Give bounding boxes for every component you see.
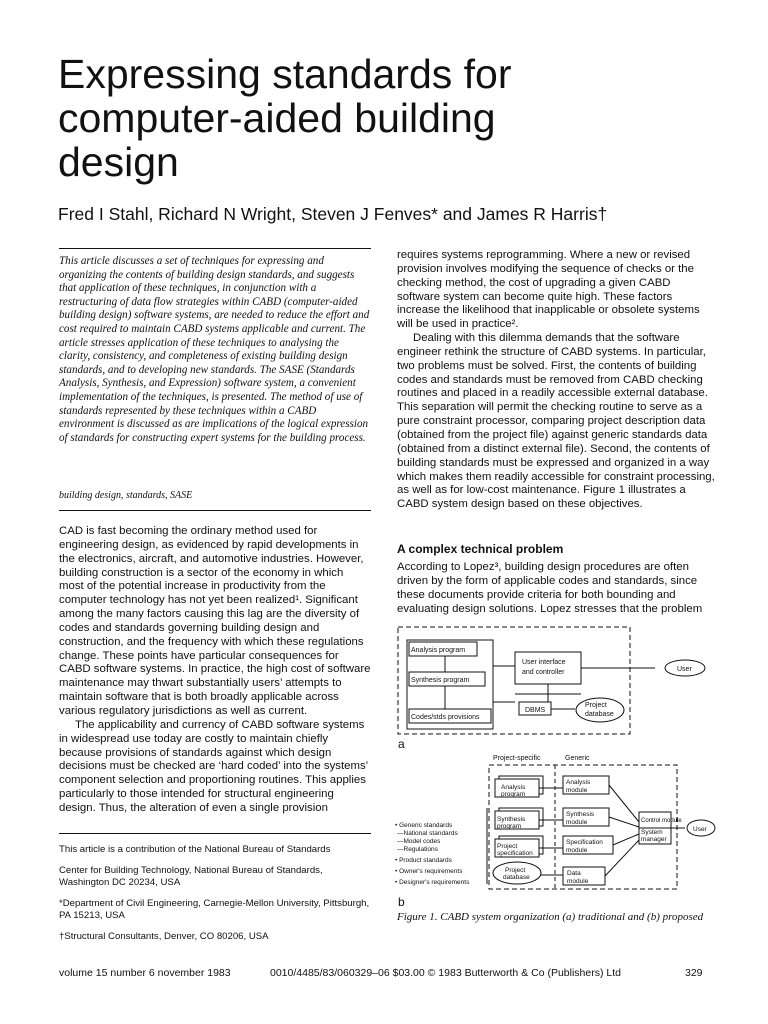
- body-paragraph: Dealing with this dilemma demands that the software engineer rethink the structure of CABD systems. In particular, two problems must be solved. First, the contents of building codes and standards must be removed from CABD checking routines and placed in a readily accessible external database. This separation will permit the checking routine to serve as a pure constraint processor, comparing project description data (obtained from the project file) against generic standards data (obtained from a distinct external file). Second, the contents of building standards must be expressed and organized in a way which makes them readily accessible for constraint processing, as well as for low-cost maintenance. Figure 1 illustrates a CABD system design based on these objectives.: [397, 332, 715, 511]
- body-paragraph: The applicability and currency of CABD software systems in widespread use today are costly to maintain chiefly because provisions of standards against which design decisions must be checked are ‘hard coded’ into the systems’ component selection and proportioning routines. This applies particularly to those intended for structural engineering design. Thus, the alteration of even a single provision: [59, 718, 368, 814]
- body-paragraph: requires systems reprogramming. Where a new or revised provision involves modifying the sequence of checks or the checking method, the cost of upgrading a given CABD software system can become quite high. These factors increase the likelihood that inapplicable or obsolete systems will be used in practice².: [397, 249, 700, 331]
- figure-b-legend: [395, 822, 470, 886]
- user-label-b: User: [693, 826, 707, 833]
- left-column-body: [59, 525, 371, 816]
- title-line-2: computer-aided building: [58, 95, 496, 141]
- page-number: 329: [685, 967, 703, 979]
- section-heading: A complex technical problem: [397, 542, 564, 556]
- right-column-body: [397, 249, 715, 512]
- analysis-program-label: Analysis program: [411, 647, 466, 654]
- data-module-label-2: module: [567, 878, 589, 885]
- user-label-a: User: [677, 666, 692, 673]
- legend-item: • Owner's requirements: [395, 868, 463, 875]
- article-title: [58, 52, 718, 184]
- footer-volume: volume 15 number 6 november 1983: [59, 967, 231, 979]
- page-footer: [59, 967, 719, 980]
- codes-provisions-label: Codes/stds provisions: [411, 714, 480, 721]
- footnote-contribution: This article is a contribution of the National Bureau of Standards: [59, 844, 331, 855]
- ui-label-1: User interface: [522, 659, 566, 666]
- dbms-label: DBMS: [525, 707, 546, 714]
- legend-item: —National standards: [397, 830, 458, 837]
- body-paragraph: According to Lopez³, building design procedures are often driven by the form of applicable codes and standards, since these documents provide criteria for both bounding and evaluating design solutions. Lopez stresses that the problem: [397, 561, 703, 615]
- figure-caption: Figure 1. CABD system organization (a) traditional and (b) proposed: [397, 911, 704, 923]
- specification-module-label-2: module: [566, 847, 588, 854]
- project-db-label-1: Project: [585, 702, 607, 709]
- project-spec-label-2: specification: [497, 850, 533, 857]
- ui-label-2: and controller: [522, 669, 565, 676]
- right-column-body-continued: [397, 561, 715, 616]
- synthesis-program-b-label-2: program: [497, 823, 522, 830]
- synthesis-program-b-label-1: Synthesis: [497, 816, 526, 823]
- footnote-cmu: *Department of Civil Engineering, Carnegie-Mellon University, Pittsburgh, PA 15213, USA: [59, 898, 370, 921]
- synthesis-program-label: Synthesis program: [411, 677, 470, 684]
- synthesis-module-label-2: module: [566, 819, 588, 826]
- project-spec-label-1: Project: [497, 843, 518, 850]
- generic-heading: Generic: [565, 755, 590, 762]
- analysis-module-label-2: module: [566, 787, 588, 794]
- figure-part-b-label: b: [398, 895, 405, 909]
- footer-copyright: 0010/4485/83/060329–06 $03.00 © 1983 Butterworth & Co (Publishers) Ltd: [270, 967, 621, 979]
- title-line-3: design: [58, 139, 179, 185]
- keywords: building design, standards, SASE: [59, 490, 193, 501]
- legend-item: —Regulations: [397, 846, 438, 853]
- body-paragraph: CAD is fast becoming the ordinary method used for engineering design, as evidenced by rapid developments in the electronics, aircraft, and automotive industries. However, building construction is a sector of the economy in which most of the potential increase in productivity from the computer technology has not yet been realized¹. Significant among the many factors causing this lag are the diversity of codes and standards governing building design and construction, and the frequency with which these regulations change. These points have particular consequences for CABD software systems. In practice, the high cost of software maintenance may thwart substantially users’ attempts to maintain software that is both broadly applicable across various regulatory jurisdictions as well as current.: [59, 525, 371, 717]
- control-module-label: Control module: [641, 818, 682, 824]
- system-manager-label-2: manager: [641, 836, 667, 843]
- footnote-consultants: †Structural Consultants, Denver, CO 80206, USA: [59, 931, 269, 942]
- legend-item: —Model codes: [397, 838, 441, 845]
- analysis-module-label-1: Analysis: [566, 779, 591, 786]
- project-specific-heading: Project-specific: [493, 755, 541, 762]
- data-module-label-1: Data: [567, 870, 581, 877]
- legend-item: • Generic standards: [395, 822, 453, 829]
- footnotes: [59, 844, 371, 952]
- legend-item: • Product standards: [395, 857, 452, 864]
- synthesis-module-label-1: Synthesis: [566, 811, 595, 818]
- figure-1-diagram: [395, 622, 717, 912]
- abstract-top-rule: [59, 248, 371, 249]
- analysis-program-b-label-1: Analysis: [501, 784, 526, 791]
- abstract-bottom-rule: [59, 510, 371, 511]
- project-db-b-label-2: database: [503, 874, 530, 881]
- figure-part-a-label: a: [398, 737, 405, 751]
- abstract-text: This article discusses a set of techniques for expressing and organizing the contents of building design standards, and suggests that application of these techniques, in conjunction with a restructuring of data flow strategies within CABD (computer-aided building design) software systems, are needed to reduce the effort and cost required to maintain CABD systems applicable and current. The article stresses application of these techniques to analysing the clarity, consistency, and completeness of existing building design standards, and to developing new standards. The SASE (Standards Analysis, Synthesis, and Expression) software system, a convenient implementation of the techniques, is presented. The method of use of standards represented by these techniques within a CABD environment is discussed as are implications of the logical expression of standards for constructing expert systems for the building process.: [59, 255, 370, 444]
- analysis-program-b-label-2: program: [501, 791, 526, 798]
- title-line-1: Expressing standards for: [58, 51, 512, 97]
- system-manager-label-1: System: [641, 829, 663, 836]
- user-interface-box: [515, 652, 581, 684]
- specification-module-label-1: Specification: [566, 839, 603, 846]
- legend-item: • Designer's requirements: [395, 879, 470, 886]
- project-db-b-label-1: Project: [505, 867, 526, 874]
- footnote-nbs: Center for Building Technology, National Bureau of Standards, Washington DC 20234, USA: [59, 865, 323, 888]
- project-db-label-2: database: [585, 711, 614, 718]
- author-list: Fred I Stahl, Richard N Wright, Steven J Fenves* and James R Harris†: [58, 204, 608, 224]
- footnote-rule: [59, 833, 371, 834]
